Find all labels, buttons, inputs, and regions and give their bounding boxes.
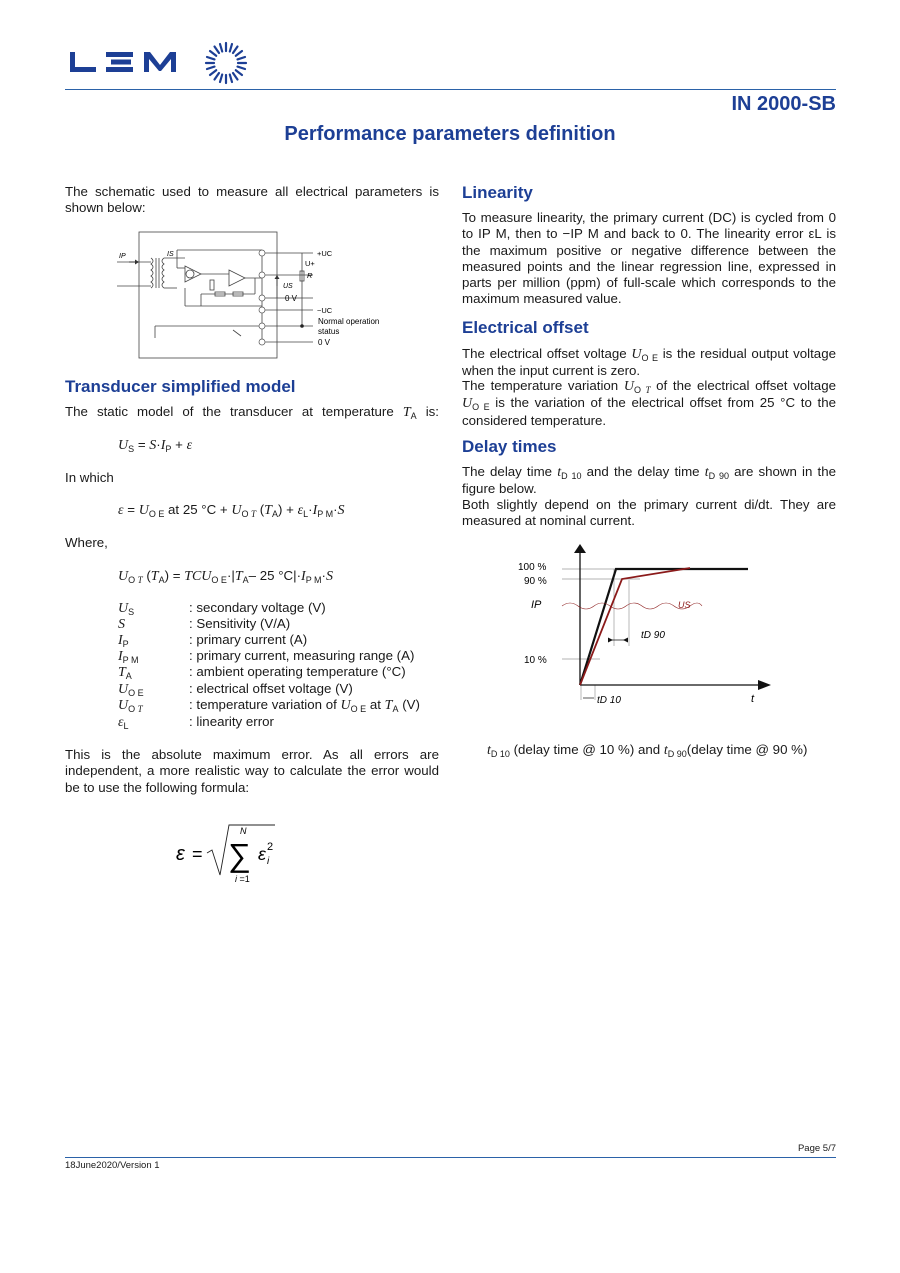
definition-row: $\varepsilon_L$ : linearity error <box>118 714 274 731</box>
model-formula: $U_S = S\cdot I_P + \varepsilon$ <box>118 437 193 454</box>
graph-us-label: US <box>678 600 691 610</box>
graph-90-label: 90 % <box>524 576 547 587</box>
schematic-0v-label-1: 0 V <box>285 294 298 303</box>
svg-text:∑: ∑ <box>228 837 251 873</box>
graph-t-label: t <box>751 693 755 705</box>
page-title: Performance parameters definition <box>284 123 616 145</box>
schematic-ip-label: IP <box>119 253 126 260</box>
svg-text:=: = <box>192 844 203 864</box>
product-name: IN 2000-SB <box>731 93 836 115</box>
graph-10-label: 10 % <box>524 655 547 666</box>
schematic-is-label: IS <box>167 251 174 258</box>
measurement-schematic <box>115 228 395 363</box>
svg-text:i: i <box>267 856 270 867</box>
schematic-status-label: status <box>318 327 340 336</box>
definition-row: S : Sensitivity (V/A) <box>118 616 291 632</box>
offset-text-1: The electrical offset voltage $U_{O E}$ is the residual output voltage when the input current is zero. <box>462 346 836 379</box>
in-which-text: In which <box>65 470 114 485</box>
abs-max-text: This is the absolute maximum error. As all errors are independent, a more realistic way to calculate the error would be to use the following formula: <box>65 747 439 795</box>
definition-row: $I_{P M}$ : primary current, measuring range (A) <box>118 648 415 665</box>
footer-rule <box>65 1157 836 1158</box>
page-number: Page 5/7 <box>797 1143 836 1154</box>
schematic-normal-op-label: Normal operation <box>318 317 380 326</box>
svg-text:ε: ε <box>258 844 266 864</box>
definition-row: $U_S$ : secondary voltage (V) <box>118 600 326 617</box>
linearity-text: To measure linearity, the primary current (DC) is cycled from 0 to IP M, then to −IP M and back to 0. The linearity error εL is the maximum positive or negative difference between the measured points and the linear regression line, expressed in parts per million (ppm) of full-scale which corresponds to the maximum measured value. <box>462 210 836 307</box>
delay-text-2: Both slightly depend on the primary current di/dt. They are measured at nominal current. <box>462 497 836 529</box>
svg-text:i =1: i =1 <box>235 874 250 884</box>
schematic-u-plus-label: U+ <box>305 259 315 268</box>
model-heading: Transducer simplified model <box>65 377 296 396</box>
schematic-uc-minus-label: −UC <box>317 306 333 315</box>
definition-row: $U_{O T}$ : temperature variation of $U_{O E}$ at $T_A$ (V) <box>118 697 420 714</box>
epsilon-formula: $\varepsilon = U_{O E}$ at 25 $^\circ C + U_{O T}$ $(T_A) + \varepsilon_L\cdot I_{P M}\cdot S$ <box>118 502 345 519</box>
definition-row: $U_{O E}$ : electrical offset voltage (V) <box>118 681 353 698</box>
delay-time-graph <box>510 540 780 710</box>
definition-row: $T_A$ : ambient operating temperature (°C) <box>118 664 406 681</box>
graph-td10-label: tD 10 <box>597 695 621 706</box>
svg-text:ε: ε <box>176 843 185 865</box>
svg-text:N: N <box>240 826 247 836</box>
offset-heading: Electrical offset <box>462 318 589 337</box>
graph-caption: $t_{D 10}$ (delay time @ 10 %) and $t_{D 90}(delay$ time @ 90 %) <box>487 742 808 759</box>
schematic-uc-plus-label: +UC <box>317 249 333 258</box>
schematic-0v-label-2: 0 V <box>318 338 331 347</box>
delay-text-1: The delay time $t_{D 10}$ and the delay time $t_{D 90}$ are shown in the figure below. <box>462 464 836 497</box>
linearity-heading: Linearity <box>462 183 533 202</box>
rss-error-formula <box>170 820 290 890</box>
uot-formula: $U_{O T}$ $(T_A) = TCU_{O E}\cdot|T_A-$ 25 $^\circ C|\cdot I_{P M}\cdot S$ <box>118 568 333 585</box>
version-text: 18June2020/Version 1 <box>65 1160 160 1171</box>
where-text: Where, <box>65 535 108 550</box>
graph-td90-label: tD 90 <box>641 630 665 641</box>
schematic-r-label: R <box>307 271 313 280</box>
graph-ip-label: IP <box>531 599 542 611</box>
intro-text: The schematic used to measure all electrical parameters is shown below: <box>65 184 439 216</box>
offset-text-2: The temperature variation $U_{O T}$ of the electrical offset voltage $U_{O E}$ is the variation of the electrical offset from 25 °C to the considered temperature. <box>462 378 836 428</box>
model-text: The static model of the transducer at temperature $T_A$ is: <box>65 404 439 421</box>
delay-heading: Delay times <box>462 437 557 456</box>
header-rule <box>65 89 836 90</box>
definition-row: $I_P$ : primary current (A) <box>118 632 308 649</box>
lem-logo <box>68 40 248 86</box>
schematic-us-label: US <box>283 283 293 290</box>
graph-100-label: 100 % <box>518 562 547 573</box>
svg-text:2: 2 <box>267 841 274 853</box>
